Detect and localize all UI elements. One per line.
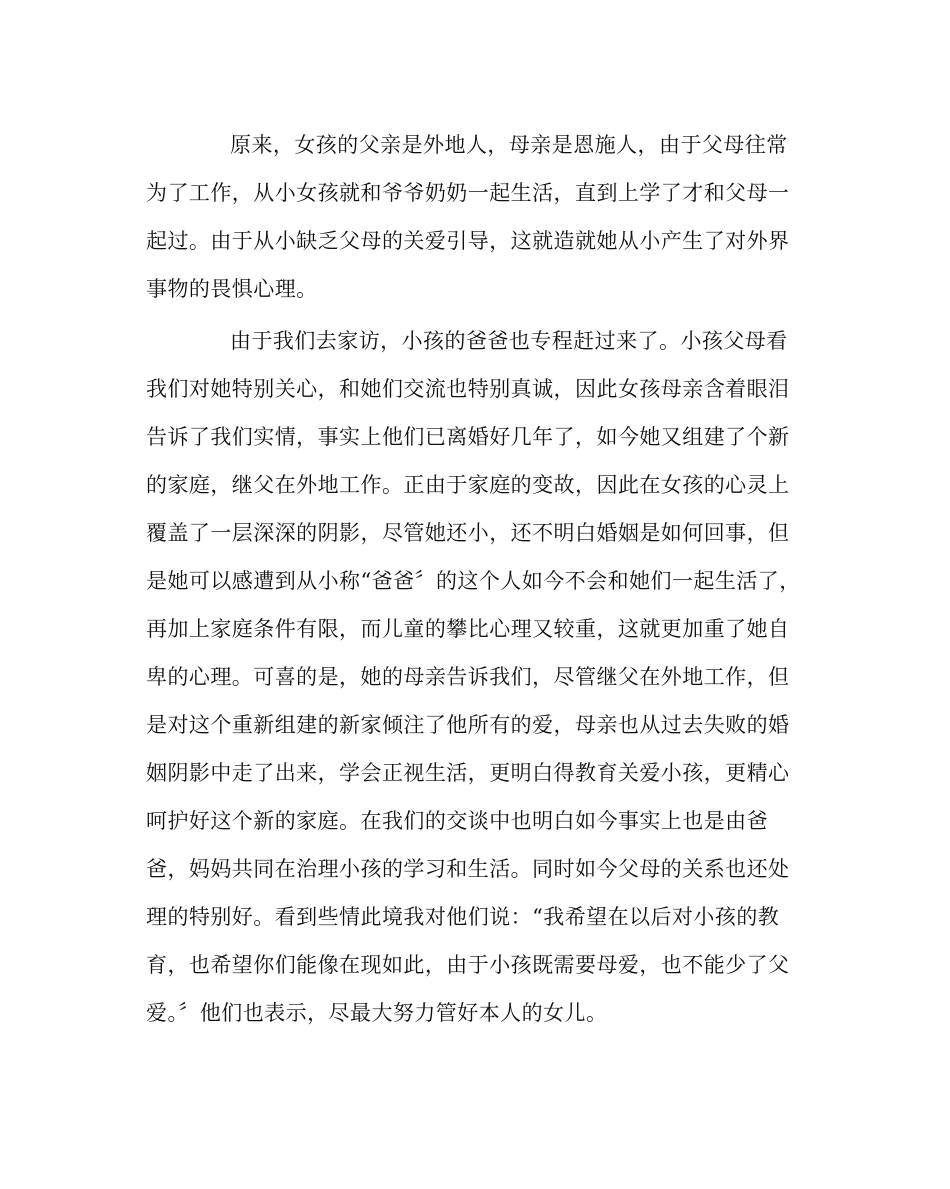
- paragraph-2-line-14: 育，也希望你们能像在现如此，由于小孩既需要母爱，也不能少了父: [146, 953, 790, 977]
- paragraph-2-line-7: 再加上家庭条件有限，而儿童的攀比心理又较重，这就更加重了她自: [146, 617, 790, 641]
- paragraph-2-line-10: 姻阴影中走了出来，学会正视生活，更明白得教育关爱小孩，更精心: [146, 761, 790, 785]
- paragraph-2-line-1: 由于我们去家访，小孩的爸爸也专程赶过来了。小孩父母看: [230, 329, 788, 353]
- paragraph-2-line-13: 理的特别好。看到些情此境我对他们说：“我希望在以后对小孩的教: [146, 905, 780, 929]
- paragraph-2-line-5: 覆盖了一层深深的阴影，尽管她还小，还不明白婚姻是如何回事，但: [146, 521, 790, 545]
- paragraph-2-line-12: 爸，妈妈共同在治理小孩的学习和生活。同时如今父母的关系也还处: [146, 857, 790, 881]
- paragraph-2-line-6: 是她可以感遭到从小称“爸爸〞的这个人如今不会和她们一起生活了，: [146, 569, 801, 593]
- paragraph-2-line-15: 爱。〞他们也表示，尽最大努力管好本人的女儿。: [146, 1001, 608, 1025]
- paragraph-2-line-11: 呵护好这个新的家庭。在我们的交谈中也明白如今事实上也是由爸: [146, 809, 769, 833]
- paragraph-1-line-4: 事物的畏惧心理。: [146, 277, 318, 301]
- paragraph-1-line-3: 起过。由于从小缺乏父母的关爱引导，这就造就她从小产生了对外界: [146, 229, 790, 253]
- paragraph-1-line-2: 为了工作，从小女孩就和爷爷奶奶一起生活，直到上学了才和父母一: [146, 181, 790, 205]
- paragraph-2-line-9: 是对这个重新组建的新家倾注了他所有的爱，母亲也从过去失败的婚: [146, 713, 790, 737]
- paragraph-2-line-4: 的家庭，继父在外地工作。正由于家庭的变故，因此在女孩的心灵上: [146, 473, 790, 497]
- paragraph-2-line-8: 卑的心理。可喜的是，她的母亲告诉我们，尽管继父在外地工作，但: [146, 665, 790, 689]
- paragraph-1-line-1: 原来，女孩的父亲是外地人，母亲是恩施人，由于父母往常: [230, 133, 788, 157]
- paragraph-2-line-2: 我们对她特别关心，和她们交流也特别真诚，因此女孩母亲含着眼泪: [146, 377, 790, 401]
- paragraph-2-line-3: 告诉了我们实情，事实上他们已离婚好几年了，如今她又组建了个新: [146, 425, 790, 449]
